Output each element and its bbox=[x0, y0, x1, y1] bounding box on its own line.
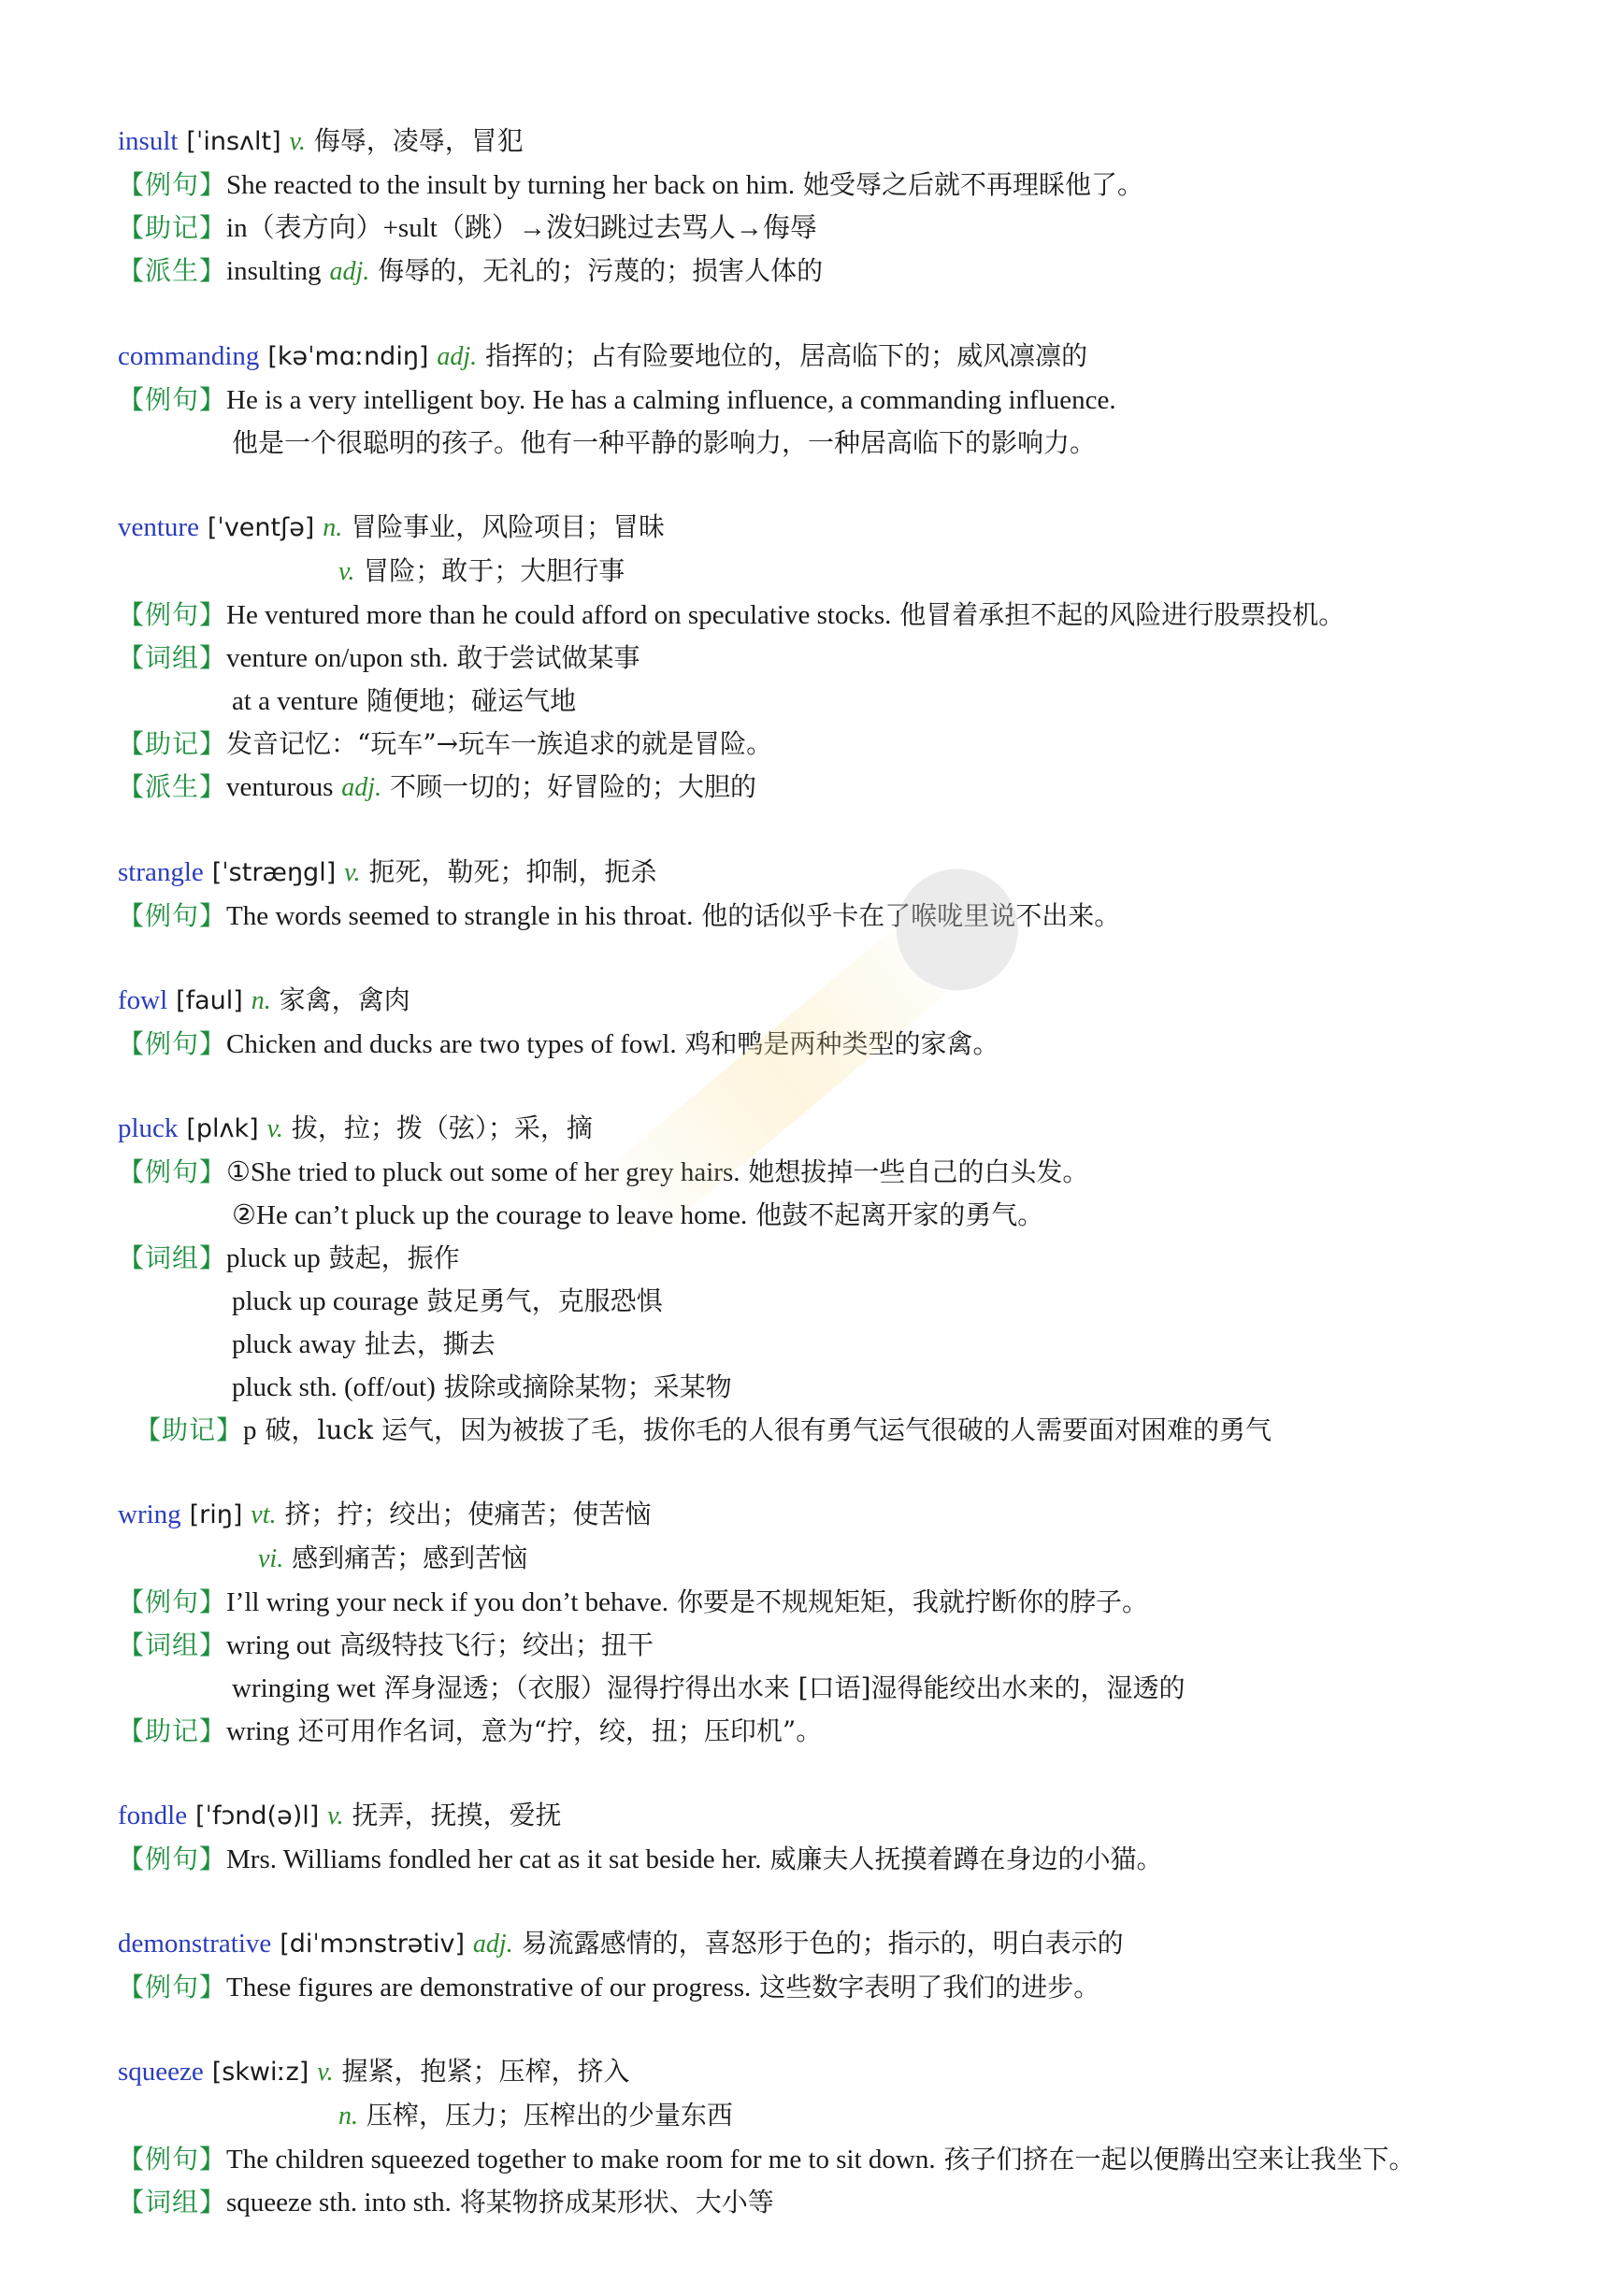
detail-line bbox=[118, 1838, 1576, 1881]
part-of-speech: adj. bbox=[329, 257, 370, 286]
detail-line bbox=[118, 1409, 1576, 1452]
vocab-entry bbox=[118, 2050, 1576, 2224]
vocab-entry bbox=[118, 120, 1576, 294]
part-of-speech: vi. bbox=[258, 1544, 284, 1573]
section-tag: 【词组】 bbox=[118, 1242, 227, 1273]
pronunciation: [plʌk] bbox=[186, 1114, 259, 1143]
pronunciation: [ˈstræŋgl] bbox=[211, 858, 337, 887]
definition: 家禽，禽肉 bbox=[279, 984, 410, 1015]
section-tag: 【例句】 bbox=[118, 169, 227, 200]
english-text: pluck up courage bbox=[232, 1286, 419, 1316]
vocab-entry bbox=[118, 851, 1576, 938]
part-of-speech: adj. bbox=[472, 1930, 513, 1959]
headword-line bbox=[118, 1794, 1576, 1838]
chinese-text: 鼓足勇气，克服恐惧 bbox=[426, 1285, 663, 1316]
english-text: I’ll wring your neck if you don’t behave. bbox=[226, 1587, 669, 1617]
detail-line bbox=[118, 1280, 1576, 1323]
detail-line bbox=[118, 379, 1576, 422]
part-of-speech: n. bbox=[251, 986, 271, 1015]
english-text: ②He can’t pluck up the courage to leave home. bbox=[232, 1200, 748, 1230]
vocabulary-list bbox=[118, 120, 1576, 2265]
headword-line bbox=[118, 1107, 1576, 1151]
chinese-text: 浑身湿透；（衣服）湿得拧得出水来 [口语]湿得能绞出水来的，湿透的 bbox=[383, 1672, 1186, 1703]
section-tag: 【派生】 bbox=[118, 771, 227, 802]
chinese-text: 威廉夫人抚摸着蹲在身边的小猫。 bbox=[769, 1844, 1163, 1874]
pronunciation: [kəˈmɑːndiŋ] bbox=[267, 342, 429, 371]
english-text: The words seemed to strangle in his throat. bbox=[226, 901, 694, 931]
chinese-text: 将某物挤成某形状、大小等 bbox=[459, 2187, 774, 2217]
detail-line bbox=[118, 164, 1576, 207]
definition: 冒险；敢于；大胆行事 bbox=[363, 555, 625, 586]
headword: pluck bbox=[118, 1113, 179, 1143]
section-tag: 【例句】 bbox=[118, 1844, 227, 1874]
section-tag: 【例句】 bbox=[118, 1586, 227, 1617]
part-of-speech: n. bbox=[323, 513, 343, 542]
sense-line bbox=[118, 550, 1576, 594]
chinese-text: 拔除或摘除某物；采某物 bbox=[443, 1371, 732, 1402]
chinese-text: 他的话似乎卡在了喉咙里说不出来。 bbox=[701, 900, 1121, 931]
section-tag: 【词组】 bbox=[118, 1629, 227, 1660]
definition: 拔，拉；拨（弦）；采，摘 bbox=[291, 1112, 593, 1143]
part-of-speech: adj. bbox=[437, 342, 478, 371]
vocab-entry bbox=[118, 1922, 1576, 2009]
pronunciation: [ˈfɔnd(ə)l] bbox=[195, 1801, 320, 1830]
pronunciation: [faul] bbox=[176, 986, 243, 1015]
section-tag: 【助记】 bbox=[118, 1715, 227, 1746]
detail-line bbox=[118, 723, 1576, 766]
headword: venture bbox=[118, 512, 199, 542]
chinese-text: 扯去，撕去 bbox=[364, 1328, 496, 1359]
section-tag: 【词组】 bbox=[118, 642, 227, 673]
headword: commanding bbox=[118, 341, 260, 371]
chinese-text: 鸡和鸭是两种类型的家禽。 bbox=[684, 1028, 999, 1059]
detail-line bbox=[118, 1023, 1576, 1066]
detail-line bbox=[118, 1966, 1576, 2009]
chinese-text: 还可用作名词，意为“拧，绞，扭；压印机”。 bbox=[297, 1715, 823, 1746]
definition: 指挥的；占有险要地位的，居高临下的；威风凛凛的 bbox=[485, 340, 1088, 371]
part-of-speech: v. bbox=[289, 127, 306, 156]
pronunciation: [riŋ] bbox=[189, 1500, 243, 1529]
headword: insult bbox=[118, 126, 179, 156]
detail-line bbox=[118, 1366, 1576, 1409]
headword-line bbox=[118, 120, 1576, 164]
english-text: He ventured more than he could afford on speculative stocks. bbox=[226, 600, 892, 630]
vocab-entry bbox=[118, 335, 1576, 465]
detail-line bbox=[118, 422, 1576, 465]
english-text: pluck sth. (off/out) bbox=[232, 1372, 436, 1402]
headword: squeeze bbox=[118, 2057, 204, 2087]
section-tag: 【例句】 bbox=[118, 1156, 227, 1187]
chinese-text: 发音记忆：“玩车”→玩车一族追求的就是冒险。 bbox=[226, 728, 773, 759]
chinese-text: 这些数字表明了我们的进步。 bbox=[759, 1972, 1100, 2002]
headword-line bbox=[118, 979, 1576, 1023]
chinese-text: 他是一个很聪明的孩子。他有一种平静的影响力，一种居高临下的影响力。 bbox=[232, 427, 1097, 458]
chinese-text: 孩子们挤在一起以便腾出空来让我坐下。 bbox=[943, 2144, 1416, 2174]
definition: 侮辱，凌辱，冒犯 bbox=[313, 125, 524, 156]
part-of-speech: vt. bbox=[251, 1500, 277, 1529]
detail-line bbox=[118, 895, 1576, 938]
headword: wring bbox=[118, 1500, 181, 1529]
detail-line bbox=[118, 766, 1576, 810]
english-text: Mrs. Williams fondled her cat as it sat beside her. bbox=[226, 1844, 762, 1874]
english-text: at a venture bbox=[232, 686, 359, 716]
chinese-text: 侮辱的，无礼的；污蔑的；损害人体的 bbox=[378, 255, 824, 286]
part-of-speech: n. bbox=[338, 2102, 358, 2131]
english-text: venturous bbox=[226, 772, 334, 802]
detail-line bbox=[118, 1667, 1576, 1710]
headword: strangle bbox=[118, 857, 204, 887]
chinese-text: 敢于尝试做某事 bbox=[456, 642, 640, 673]
detail-line bbox=[118, 1624, 1576, 1667]
chinese-text: 他冒着承担不起的风险进行股票投机。 bbox=[899, 599, 1345, 630]
section-tag: 【词组】 bbox=[118, 2187, 227, 2217]
english-text: pluck away bbox=[232, 1329, 356, 1359]
vocab-entry bbox=[118, 979, 1576, 1066]
pronunciation: [ˈventʃə] bbox=[207, 513, 315, 542]
part-of-speech: v. bbox=[344, 858, 361, 887]
headword: fowl bbox=[118, 985, 168, 1015]
pronunciation: [diˈmɔnstrətiv] bbox=[280, 1930, 466, 1959]
chinese-text: 她受辱之后就不再理睬他了。 bbox=[802, 169, 1143, 200]
definition: 挤；拧；绞出；使痛苦；使苦恼 bbox=[284, 1499, 652, 1529]
definition: 易流露感情的，喜怒形于色的；指示的，明白表示的 bbox=[521, 1928, 1124, 1959]
english-text: The children squeezed together to make room for me to sit down. bbox=[226, 2145, 936, 2174]
pronunciation: [skwiːz] bbox=[211, 2058, 309, 2087]
chinese-text: 高级特技飞行；绞出；扭干 bbox=[338, 1629, 654, 1660]
detail-line bbox=[118, 1151, 1576, 1194]
headword: demonstrative bbox=[118, 1929, 272, 1959]
headword-line bbox=[118, 506, 1576, 550]
detail-line bbox=[118, 680, 1576, 723]
detail-line bbox=[118, 1237, 1576, 1280]
headword-line bbox=[118, 2050, 1576, 2094]
section-tag: 【例句】 bbox=[118, 2144, 227, 2174]
headword-line bbox=[118, 1493, 1576, 1537]
chinese-text: 你要是不规规矩矩，我就拧断你的脖子。 bbox=[676, 1586, 1148, 1617]
section-tag: 【例句】 bbox=[118, 1972, 227, 2002]
sense-line bbox=[118, 2094, 1576, 2138]
detail-line bbox=[118, 1323, 1576, 1366]
vocab-entry bbox=[118, 506, 1576, 810]
part-of-speech: v. bbox=[317, 2058, 334, 2087]
english-text: These figures are demonstrative of our progress. bbox=[226, 1973, 752, 2002]
part-of-speech: v. bbox=[327, 1801, 344, 1830]
english-text: She reacted to the insult by turning her back on him. bbox=[226, 170, 796, 200]
english-text: in（表方向）+sult（跳）→泼妇跳过去骂人→侮辱 bbox=[226, 213, 817, 243]
section-tag: 【例句】 bbox=[118, 384, 227, 415]
vocab-entry bbox=[118, 1794, 1576, 1881]
definition: 扼死，勒死；抑制，扼杀 bbox=[368, 856, 657, 887]
english-text: ①She tried to pluck out some of her grey hairs. bbox=[226, 1157, 740, 1187]
chinese-text: 破，luck 运气，因为被拔了毛，拔你毛的人很有勇气运气很破的人需要面对困难的勇气 bbox=[265, 1414, 1272, 1445]
detail-line bbox=[118, 207, 1576, 250]
detail-line bbox=[118, 1581, 1576, 1624]
english-text: Chicken and ducks are two types of fowl. bbox=[226, 1029, 677, 1059]
english-text: p bbox=[243, 1415, 257, 1445]
section-tag: 【例句】 bbox=[118, 599, 227, 630]
english-text: pluck up bbox=[226, 1243, 321, 1273]
english-text: venture on/upon sth. bbox=[226, 643, 449, 673]
english-text: insulting bbox=[226, 256, 322, 286]
detail-line bbox=[118, 1710, 1576, 1753]
chinese-text: 随便地；碰运气地 bbox=[366, 685, 577, 716]
detail-line bbox=[118, 2138, 1576, 2181]
part-of-speech: adj. bbox=[341, 773, 382, 802]
chinese-text: 他鼓不起离开家的勇气。 bbox=[755, 1199, 1044, 1230]
english-text: He is a very intelligent boy. He has a calming influence, a commanding influence. bbox=[226, 385, 1116, 415]
chinese-text: 她想拔掉一些自己的白头发。 bbox=[748, 1156, 1089, 1187]
section-tag: 【派生】 bbox=[118, 255, 227, 286]
definition: 感到痛苦；感到苦恼 bbox=[292, 1543, 528, 1573]
section-tag: 【助记】 bbox=[118, 728, 227, 759]
detail-line bbox=[118, 637, 1576, 680]
definition: 冒险事业，风险项目；冒昧 bbox=[351, 511, 666, 542]
pronunciation: [ˈinsʌlt] bbox=[186, 127, 281, 156]
section-tag: 【助记】 bbox=[135, 1414, 244, 1445]
headword-line bbox=[118, 1922, 1576, 1966]
section-tag: 【例句】 bbox=[118, 1028, 227, 1059]
headword: fondle bbox=[118, 1801, 188, 1830]
section-tag: 【助记】 bbox=[118, 212, 227, 243]
definition: 抚弄，抚摸，爱抚 bbox=[352, 1800, 562, 1830]
chinese-text: 不顾一切的；好冒险的；大胆的 bbox=[389, 771, 756, 802]
sense-line bbox=[118, 1537, 1576, 1581]
detail-line bbox=[118, 1194, 1576, 1237]
english-text: wring out bbox=[226, 1630, 331, 1660]
english-text: squeeze sth. into sth. bbox=[226, 2188, 452, 2217]
detail-line bbox=[118, 2181, 1576, 2224]
detail-line bbox=[118, 250, 1576, 294]
vocab-entry bbox=[118, 1107, 1576, 1452]
part-of-speech: v. bbox=[338, 557, 355, 586]
vocab-entry bbox=[118, 1493, 1576, 1753]
english-text: wringing wet bbox=[232, 1673, 376, 1703]
english-text: wring bbox=[226, 1716, 290, 1746]
definition: 压榨，压力；压榨出的少量东西 bbox=[366, 2100, 733, 2131]
headword-line bbox=[118, 851, 1576, 895]
chinese-text: 鼓起，振作 bbox=[328, 1242, 460, 1273]
part-of-speech: v. bbox=[266, 1114, 283, 1143]
section-tag: 【例句】 bbox=[118, 900, 227, 931]
headword-line bbox=[118, 335, 1576, 379]
detail-line bbox=[118, 594, 1576, 637]
definition: 握紧，抱紧；压榨，挤入 bbox=[341, 2056, 630, 2087]
